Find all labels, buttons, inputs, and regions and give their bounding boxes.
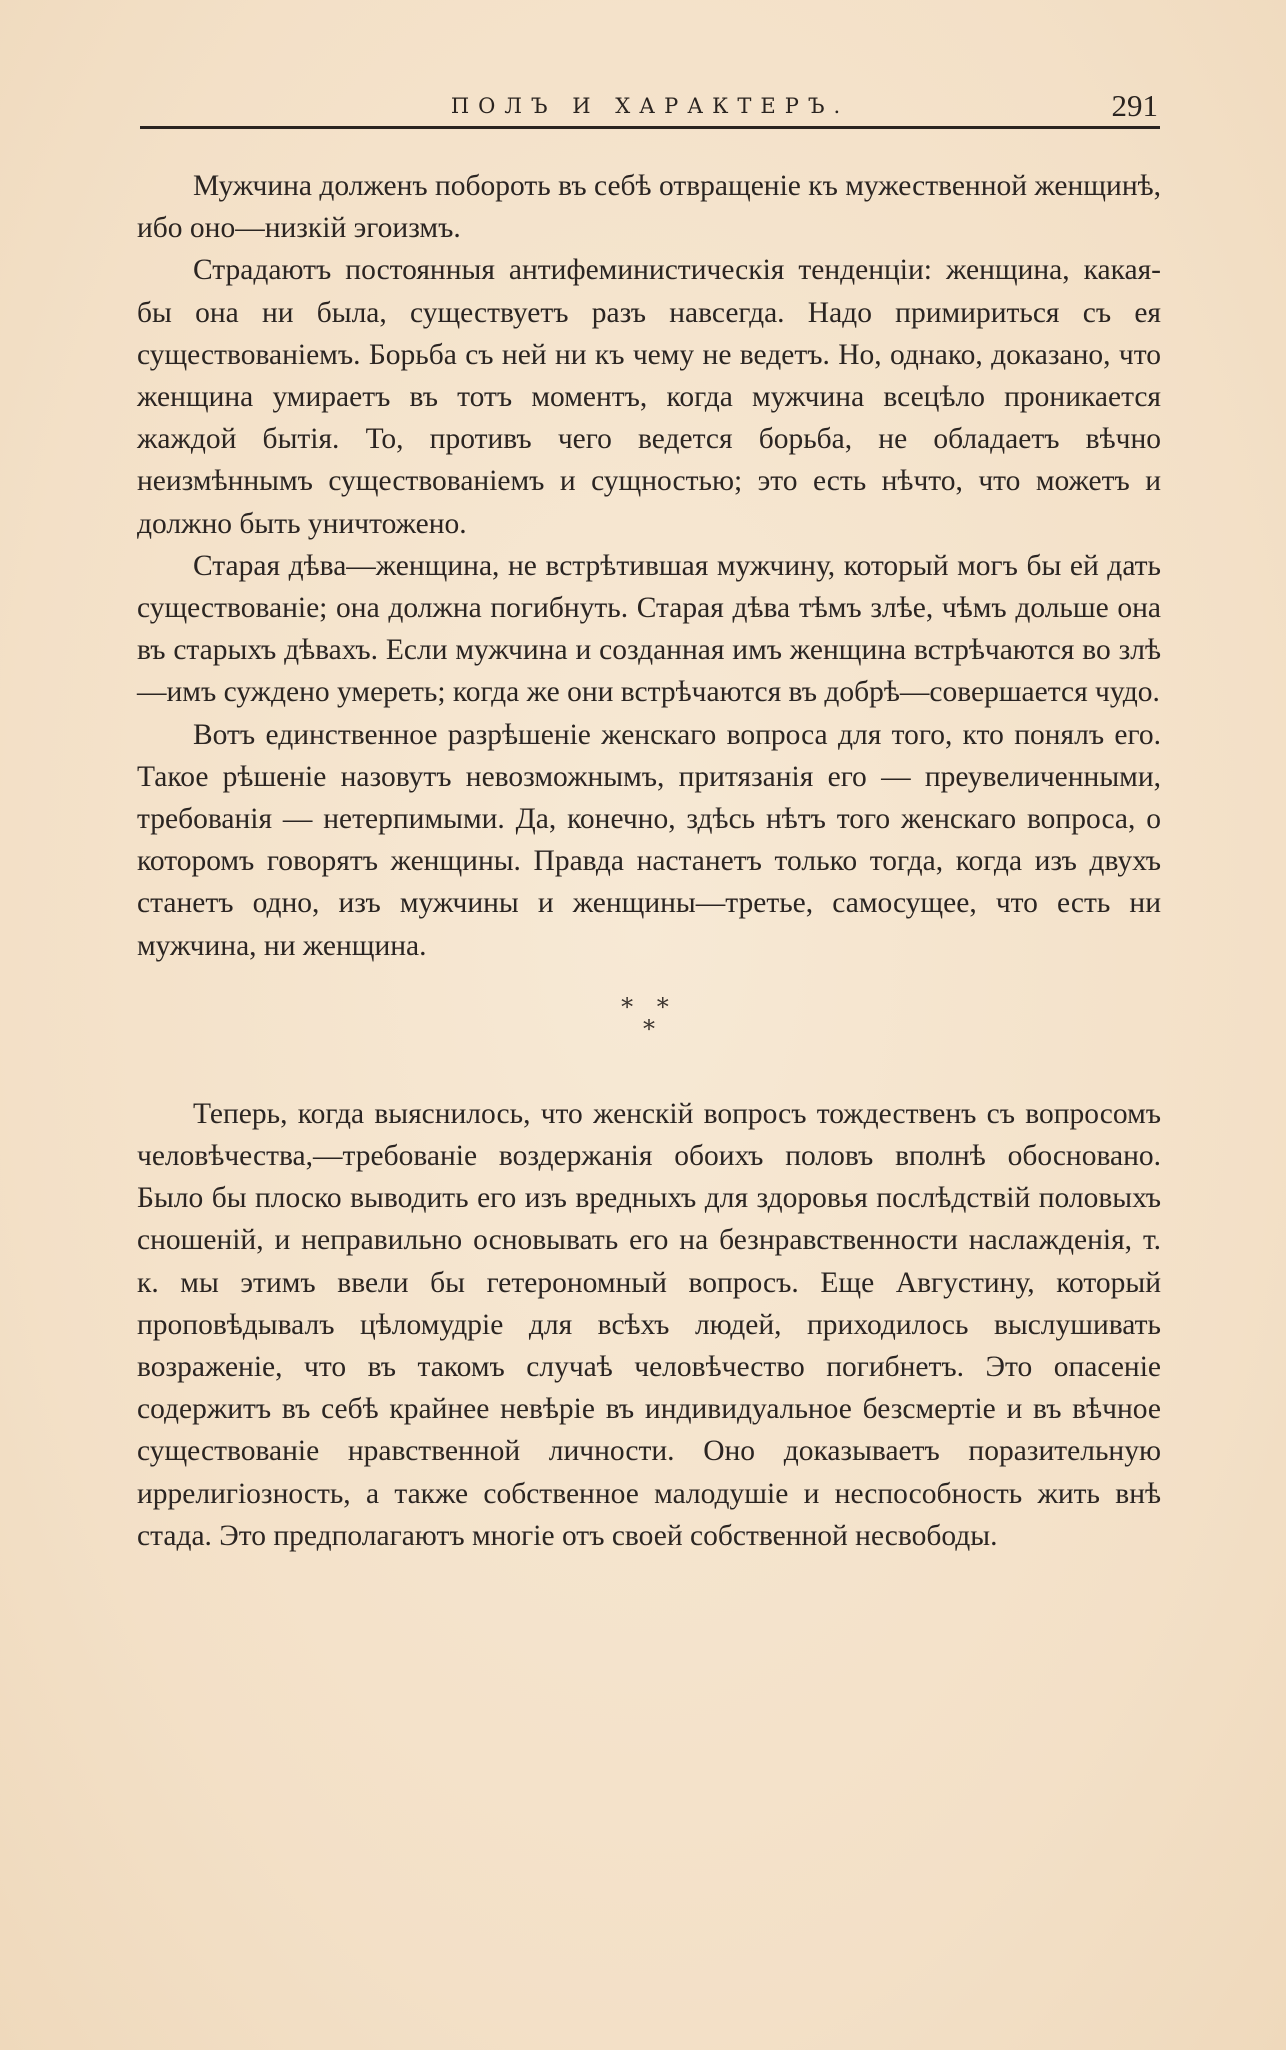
asterism-bottom: *: [643, 1014, 655, 1043]
paragraph: Мужчина долженъ побороть въ себѣ отвращеніе къ мужественной женщинѣ, ибо оно—низкій эгоизмъ.: [137, 170, 1161, 245]
page-number: 291: [1111, 88, 1158, 123]
header-rule: [140, 126, 1160, 129]
paragraph: Страдаютъ постоянныя антифеминистическія тенденціи: женщина, какая-бы она ни была, существуетъ разъ навсегда. Надо примириться съ ея существованіемъ. Борьба съ ней ни къ чему не ведетъ. Но, однако, доказано, что женщина умираетъ въ тотъ моментъ, когда мужчина всецѣло проникается жаждой бытія. То, противъ чего ведется борьба, не обладаетъ вѣчно неизмѣннымъ существованіемъ и сущностью; это есть нѣчто, что можетъ и должно быть уничтожено.: [137, 254, 1161, 540]
running-title: ПОЛЪ И ХАРАКТЕРЪ.: [450, 94, 850, 118]
paragraph: Теперь, когда выяснилось, что женскій вопросъ тождественъ съ вопросомъ человѣчества,—требованіе воздержанія обоихъ половъ вполнѣ обосновано. Было бы плоско выводить его изъ вредныхъ для здоровья послѣдствій половыхъ сношеній, и неправильно основывать его на безнравственности наслажденія, т. к. мы этимъ ввели бы гетерономный вопросъ. Еще Августину, который проповѣдывалъ цѣломудріе для всѣхъ людей, приходилось выслушивать возраженіе, что въ такомъ случаѣ человѣчество погибнетъ. Это опасеніе содержитъ въ себѣ крайнее невѣріе въ индивидуальное безсмертіе и въ вѣчное существованіе нравственной личности. Оно доказываетъ поразительную иррелигіозность, а также собственное малодушіе и неспособность жить внѣ стада. Это предполагаютъ многіе отъ своей собственной несвободы.: [137, 1097, 1161, 1552]
asterism-top: * *: [621, 992, 677, 1021]
paragraph: Вотъ единственное разрѣшеніе женскаго вопроса для того, кто понялъ его. Такое рѣшеніе назовутъ невозможнымъ, притязанія его — преувеличенными, требованія — нетерпимыми. Да, конечно, здѣсь нѣтъ того женскаго вопроса, о которомъ говорятъ женщины. Правда настанетъ только тогда, когда изъ двухъ станетъ одно, изъ мужчины и женщины—третье, самосущее, что есть ни мужчина, ни женщина.: [137, 718, 1161, 962]
body-text: [137, 165, 1161, 1557]
section-separator: [137, 967, 1161, 1093]
paragraph: Старая дѣва—женщина, не встрѣтившая мужчину, который могъ бы ей дать существованіе; она должна погибнуть. Старая дѣва тѣмъ злѣе, чѣмъ дольше она въ старыхъ дѣвахъ. Если мужчина и созданная имъ женщина встрѣчаются во злѣ—имъ суждено умереть; когда же они встрѣчаются въ добрѣ—совершается чудо.: [137, 549, 1161, 709]
page-header: [140, 88, 1160, 128]
